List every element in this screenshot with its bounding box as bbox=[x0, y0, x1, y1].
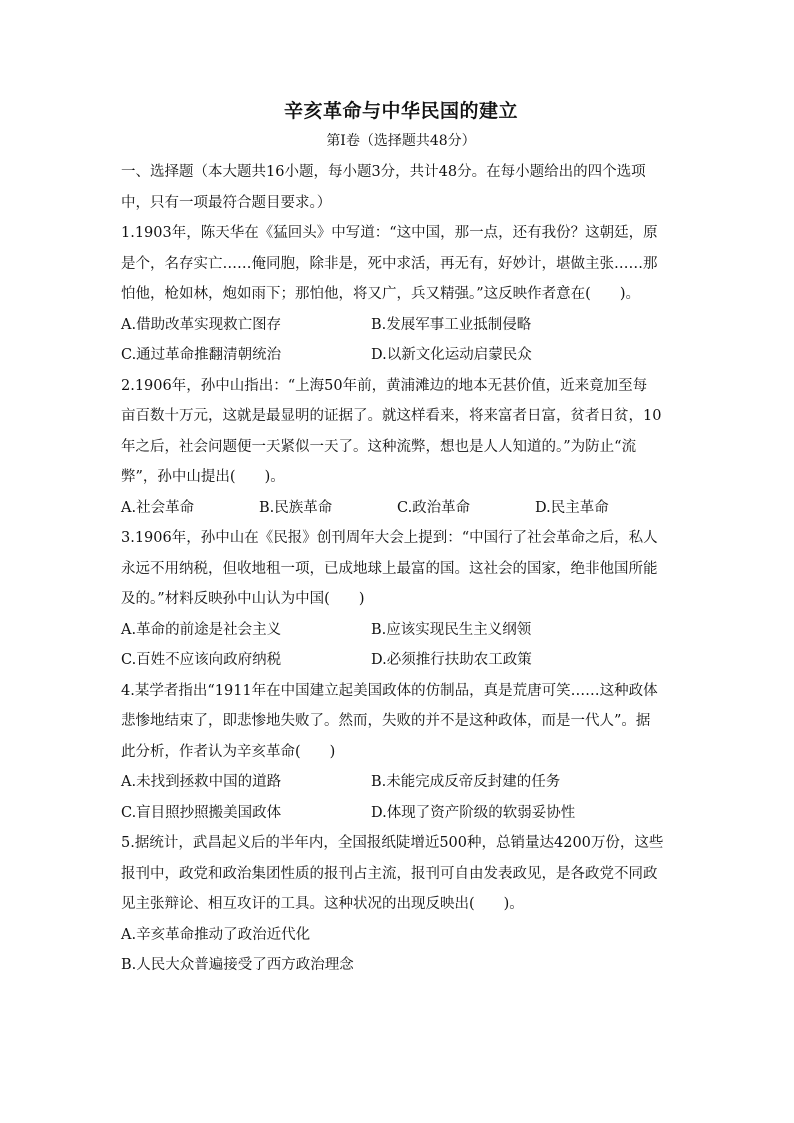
question-1-options-row bbox=[121, 310, 681, 341]
question-5-option-b[interactable]: B.人民大众普遍接受了西方政治理念 bbox=[121, 957, 354, 973]
question-3-options-row bbox=[121, 645, 681, 676]
question-2-option-d[interactable]: D.民主革命 bbox=[535, 499, 609, 516]
question-2-text-line: 2.1906年，孙中山指出：“上海50年前，黄浦滩边的地本无甚价值，近来竟加至每 bbox=[121, 377, 648, 394]
question-3-option-d[interactable]: D.必须推行扶助农工政策 bbox=[371, 652, 532, 668]
question-1 bbox=[121, 218, 681, 371]
question-4-option-a[interactable]: A.未找到拯救中国的道路 bbox=[121, 774, 282, 790]
question-1-text-line: 1.1903年，陈天华在《猛回头》中写道：“这中国，那一点，还有我份？这朝廷，原 bbox=[121, 225, 658, 241]
page-subtitle: 第Ⅰ卷（选择题共48分） bbox=[326, 133, 476, 149]
question-1-text-line: 怕他，枪如林，炮如雨下；那怕他，将又广，兵又精强。”这反映作者意在( )。 bbox=[121, 286, 640, 302]
question-5-text-line: 见主张辩论、相互攻讦的工具。这种状况的出现反映出( )。 bbox=[121, 896, 524, 912]
question-3-options-row bbox=[121, 615, 681, 646]
document-content bbox=[121, 97, 681, 981]
question-2-text-line: 弊”，孙中山提出( )。 bbox=[121, 469, 285, 485]
page-title: 辛亥革命与中华民国的建立 bbox=[283, 100, 518, 122]
question-5-text-line: 报刊中，政党和政治集团性质的报刊占主流，报刊可自由发表政见，是各政党不同政 bbox=[121, 865, 658, 882]
question-4-text-line: 4.某学者指出“1911年在中国建立起美国政体的仿制品，真是荒唐可笑……这种政体 bbox=[121, 682, 658, 699]
question-5-option-a[interactable]: A.辛亥革命推动了政治近代化 bbox=[121, 926, 311, 943]
question-3-option-a[interactable]: A.革命的前途是社会主义 bbox=[121, 621, 282, 638]
question-3-option-b[interactable]: B.应该实现民生主义纲领 bbox=[371, 621, 532, 638]
question-4-options-row bbox=[121, 798, 681, 829]
question-4 bbox=[121, 676, 681, 829]
question-2-option-a[interactable]: A.社会革命 bbox=[121, 499, 195, 516]
question-5 bbox=[121, 828, 681, 981]
question-1-option-d[interactable]: D.以新文化运动启蒙民众 bbox=[371, 347, 532, 363]
question-2-text-line: 亩百数十万元，这就是最显明的证据了。就这样看来，将来富者日富，贫者日贫，10 bbox=[121, 408, 662, 424]
section-instructions-line: 中，只有一项最符合题目要求。） bbox=[121, 194, 332, 211]
question-2-options-row bbox=[121, 493, 681, 524]
section-instructions bbox=[121, 157, 681, 218]
question-4-text-line: 悲惨地结束了，即悲惨地失败了。然而，失败的并不是这种政体，而是一代人”。据 bbox=[121, 713, 651, 729]
question-1-option-a[interactable]: A.借助改革实现救亡图存 bbox=[121, 316, 282, 333]
question-2-text-line: 年之后，社会问题便一天紧似一天了。这种流弊，想也是人人知道的。”为防止“流 bbox=[121, 438, 637, 455]
question-1-options-row bbox=[121, 340, 681, 371]
section-instructions-line: 一、选择题（本大题共16小题，每小题3分，共计48分。在每小题给出的四个选项 bbox=[121, 164, 646, 180]
question-4-option-b[interactable]: B.未能完成反帝反封建的任务 bbox=[371, 774, 561, 790]
question-2 bbox=[121, 371, 681, 524]
question-1-option-c[interactable]: C.通过革命推翻清朝统治 bbox=[121, 347, 282, 363]
question-4-option-d[interactable]: D.体现了资产阶级的软弱妥协性 bbox=[371, 804, 576, 821]
question-1-text-line: 是个，名存实亡……俺同胞，除非是，死中求活，再无有，好妙计，堪做主张……那 bbox=[121, 255, 658, 272]
question-5-text-line: 5.据统计，武昌起义后的半年内，全国报纸陡增近500种，总销量达4200万份，这些 bbox=[121, 835, 664, 851]
question-3-text-line: 3.1906年，孙中山在《民报》创刊周年大会上提到：“中国行了社会革命之后，私人 bbox=[121, 530, 658, 546]
question-4-text-line: 此分析，作者认为辛亥革命( ) bbox=[121, 743, 336, 760]
question-2-option-b[interactable]: B.民族革命 bbox=[259, 499, 333, 516]
question-4-option-c[interactable]: C.盲目照抄照搬美国政体 bbox=[121, 804, 282, 821]
question-3-text-line: 永远不用纳税，但收地租一项，已成地球上最富的国。这社会的国家，绝非他国所能 bbox=[121, 560, 658, 577]
question-3 bbox=[121, 523, 681, 676]
question-2-option-c[interactable]: C.政治革命 bbox=[397, 499, 471, 516]
question-3-option-c[interactable]: C.百姓不应该向政府纳税 bbox=[121, 652, 282, 668]
question-4-options-row bbox=[121, 767, 681, 798]
question-1-option-b[interactable]: B.发展军事工业抵制侵略 bbox=[371, 316, 532, 333]
question-3-text-line: 及的。”材料反映孙中山认为中国( ) bbox=[121, 591, 365, 607]
